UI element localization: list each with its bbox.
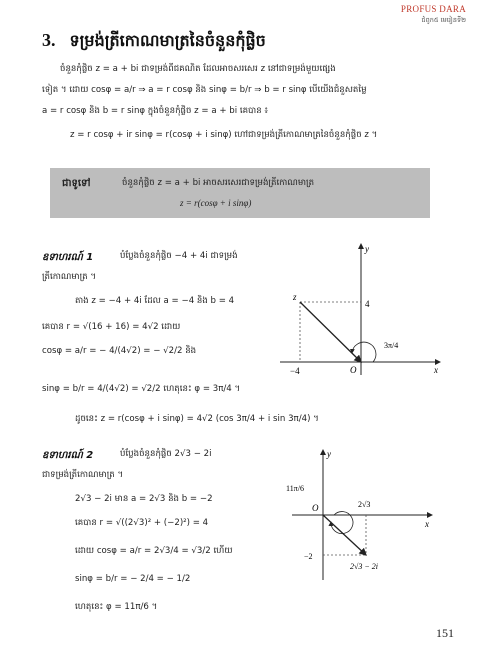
page-header: [401, 4, 466, 26]
example-1-step-1: តាង z = −4 + 4i ដែល a = −4 និង b = 4: [75, 296, 235, 306]
example-2-step-1: 2√3 − 2i មាន a = 2√3 និង b = −2: [75, 494, 213, 504]
origin-label: O: [312, 503, 319, 513]
summary-label: ជាទូទៅ: [62, 178, 91, 189]
example-2-question-2: ជាទម្រង់ត្រីកោណមាត្រ ។: [42, 470, 124, 480]
intro-line-4: z = r cosφ + ir sinφ = r(cosφ + i sinφ) ហៅជាទម្រង់ត្រីកោណមាត្រនៃចំនួនកុំផ្លិច z ។: [70, 130, 378, 140]
summary-text: ចំនួនកុំផ្លិច z = a + bi អាចសរសេរជាទម្រង់ត្រីកោណមាត្រ: [122, 178, 315, 188]
example-1-step-2: គេបាន r = √(16 + 16) = 4√2 ដោយ: [42, 322, 181, 332]
tick-4: 4: [365, 299, 370, 309]
x-label: x: [425, 519, 429, 529]
example-2-step-4: sinφ = b/r = − 2/4 = − 1/2: [75, 574, 191, 584]
page-number: 151: [436, 626, 454, 640]
summary-box: [50, 168, 430, 218]
example-1-step-3: cosφ = a/r = − 4/(4√2) = − √2/2 និង: [42, 346, 197, 356]
example-1-question-1: បំប្លែងចំនួនកុំផ្លិច −4 + 4i ជាទម្រង់: [120, 251, 238, 261]
example-1-graph: [280, 240, 445, 380]
example-1-question-2: ត្រីកោណមាត្រ ។: [42, 272, 97, 282]
z-vector: [300, 302, 361, 362]
angle-arc: [352, 342, 376, 362]
example-1-step-5: ដូចនេះ z = r(cosφ + i sinφ) = 4√2 (cos 3π/4 + i sin 3π/4) ។: [75, 414, 319, 424]
angle-label: 11π/6: [286, 484, 304, 493]
y-label: y: [365, 244, 369, 254]
example-2-step-5: ហេតុនេះ φ = 11π/6 ។: [75, 602, 158, 612]
section-title: [42, 30, 266, 54]
section-number: 3.: [42, 30, 56, 50]
point-label: 2√3 − 2i: [350, 562, 379, 571]
z-vector: [323, 515, 366, 555]
angle-label: 3π/4: [384, 341, 399, 350]
z-label: z: [293, 292, 297, 302]
example-1-heading: ឧទាហរណ៍ 1: [42, 252, 94, 263]
brand: PROFUS DARA: [400, 4, 466, 14]
tick-neg2: −2: [304, 552, 313, 561]
tick-2sqrt3: 2√3: [358, 500, 371, 509]
tick-neg4: −4: [290, 366, 300, 376]
summary-formula: z = r(cosφ + i sinφ): [180, 198, 252, 208]
chapter-label: ជំពូក៥ មេរៀនទី២: [421, 16, 466, 24]
example-2-question-1: បំប្លែងចំនួនកុំផ្លិច 2√3 − 2i: [120, 449, 212, 459]
origin-label: O: [350, 365, 357, 375]
intro-line-2: ទៀត ។ ដោយ cosφ = a/r ⇒ a = r cosφ និង sinφ = b/r ⇒ b = r sinφ បើយើងជំនួសតម្លៃ: [42, 85, 367, 95]
example-2-step-2: គេបាន r = √((2√3)² + (−2)²) = 4: [75, 518, 209, 528]
section-title-text: ទម្រង់ត្រីកោណមាត្រនៃចំនួនកុំផ្លិច: [69, 31, 266, 50]
example-2-step-3: ដោយ cosφ = a/r = 2√3/4 = √3/2 ហើយ: [75, 546, 233, 556]
x-label: x: [434, 365, 438, 375]
y-label: y: [327, 449, 331, 459]
example-2-heading: ឧទាហរណ៍ 2: [42, 450, 94, 461]
intro-line-3: a = r cosφ និង b = r sinφ ក្នុងចំនួនកុំផ្លិច z = a + bi គេបាន ៖: [42, 106, 269, 116]
intro-line-1: ចំនួនកុំផ្លិច z = a + bi ជាទម្រង់ពីជគណិត ដែលអាចសរសេរ z នៅជាទម្រង់មួយផ្សេង: [60, 64, 336, 74]
example-2-graph: [282, 445, 442, 585]
example-1-step-4: sinφ = b/r = 4/(4√2) = √2/2 ហេតុនេះ φ = 3π/4 ។: [42, 384, 241, 394]
